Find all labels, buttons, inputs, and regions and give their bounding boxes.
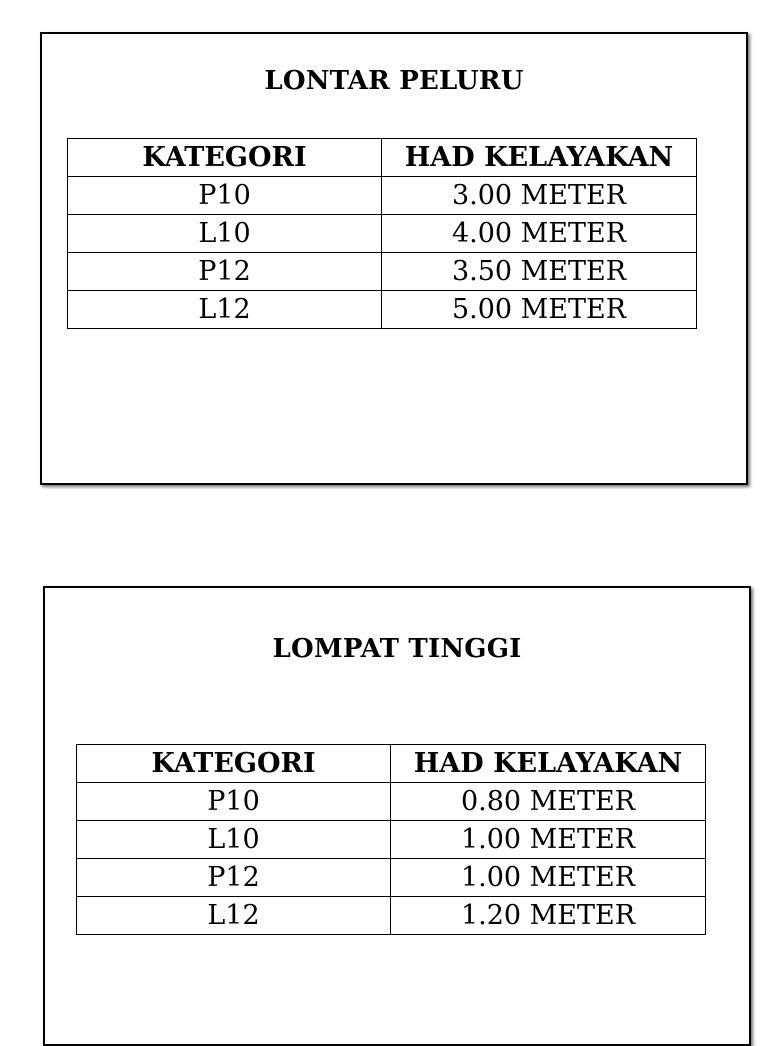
- category-cell: L10: [68, 215, 382, 253]
- table-row: [77, 897, 706, 935]
- table-row: [68, 253, 697, 291]
- category-cell: L12: [68, 291, 382, 329]
- table-row: [68, 215, 697, 253]
- section-card-lompat-tinggi: [43, 586, 751, 1046]
- table-row: [77, 783, 706, 821]
- category-cell: P12: [77, 859, 391, 897]
- limit-cell: 1.00 METER: [391, 821, 706, 859]
- section-card-lontar-peluru: [40, 32, 748, 485]
- category-cell: P10: [68, 177, 382, 215]
- limit-cell: 3.50 METER: [382, 253, 697, 291]
- category-cell: P10: [77, 783, 391, 821]
- column-header-had-kelayakan: HAD KELAYAKAN: [382, 139, 697, 177]
- section-title: LONTAR PELURU: [264, 66, 524, 96]
- limit-cell: 0.80 METER: [391, 783, 706, 821]
- table-header-row: [77, 745, 706, 783]
- column-header-kategori: KATEGORI: [77, 745, 391, 783]
- qualification-table: [67, 138, 697, 329]
- qualification-table: [76, 744, 706, 935]
- table-row: [68, 291, 697, 329]
- table-row: [77, 859, 706, 897]
- limit-cell: 3.00 METER: [382, 177, 697, 215]
- limit-cell: 1.20 METER: [391, 897, 706, 935]
- table-row: [77, 821, 706, 859]
- limit-cell: 4.00 METER: [382, 215, 697, 253]
- limit-cell: 1.00 METER: [391, 859, 706, 897]
- table-header-row: [68, 139, 697, 177]
- column-header-kategori: KATEGORI: [68, 139, 382, 177]
- column-header-had-kelayakan: HAD KELAYAKAN: [391, 745, 706, 783]
- table-row: [68, 177, 697, 215]
- section-title: LOMPAT TINGGI: [272, 634, 522, 664]
- category-cell: L10: [77, 821, 391, 859]
- category-cell: P12: [68, 253, 382, 291]
- limit-cell: 5.00 METER: [382, 291, 697, 329]
- category-cell: L12: [77, 897, 391, 935]
